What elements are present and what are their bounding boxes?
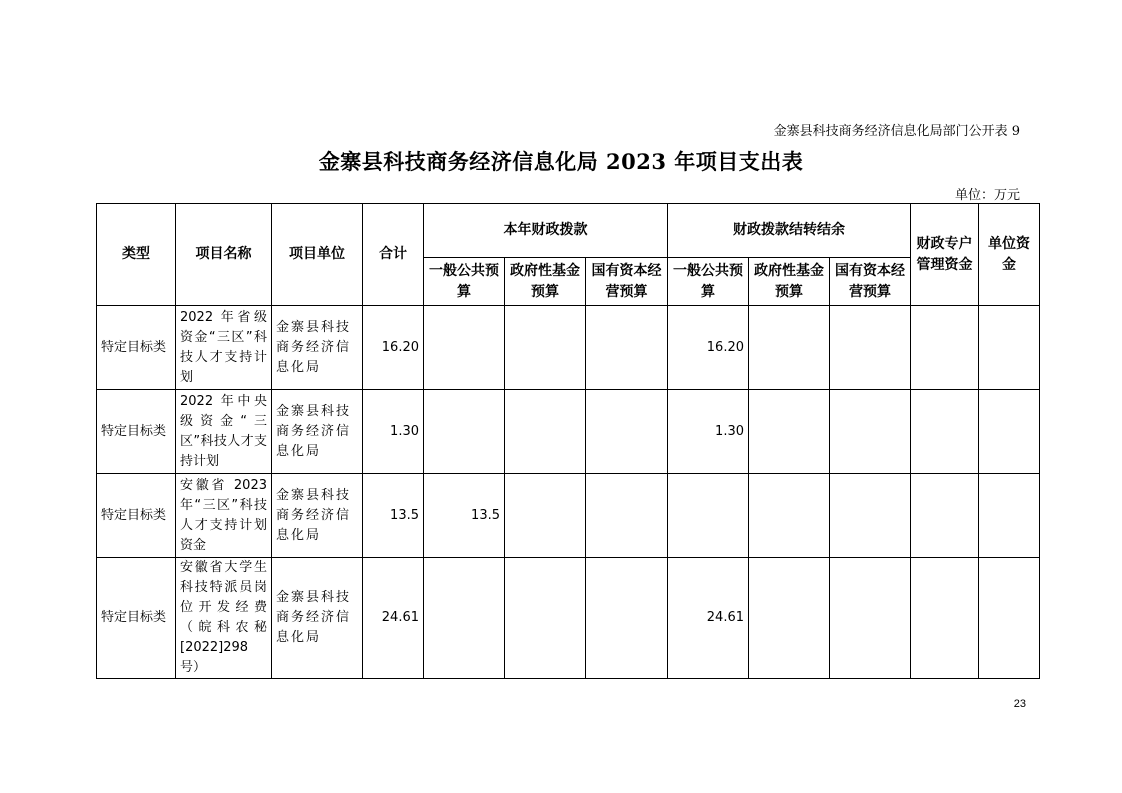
document-tag: 金寨县科技商务经济信息化局部门公开表 9: [773, 124, 1020, 139]
col-header-carryover-state: 国有资本经营预算: [830, 258, 911, 306]
cell-unit-funds: [979, 306, 1040, 390]
cell-type: 特定目标类: [97, 390, 176, 474]
col-group-carryover: 财政拨款结转结余: [668, 204, 911, 258]
cell-current-fund: [505, 390, 586, 474]
cell-carryover-fund: [749, 558, 830, 679]
cell-carryover-general: 1.30: [668, 390, 749, 474]
cell-special-account: [911, 306, 979, 390]
cell-current-fund: [505, 306, 586, 390]
table-header-row: [97, 204, 1040, 258]
cell-current-general: [424, 558, 505, 679]
cell-unit-funds: [979, 390, 1040, 474]
col-header-carryover-general: 一般公共预算: [668, 258, 749, 306]
cell-carryover-general: [668, 474, 749, 558]
col-header-special-account: 财政专户管理资金: [911, 204, 979, 306]
cell-special-account: [911, 390, 979, 474]
cell-unit-funds: [979, 558, 1040, 679]
cell-current-state: [586, 558, 668, 679]
project-expenditure-table: [96, 203, 1040, 679]
unit-label: 单位：万元: [954, 188, 1020, 203]
cell-current-fund: [505, 474, 586, 558]
table-row: [97, 474, 1040, 558]
cell-project-name: 2022 年省级资金“三区”科技人才支持计划: [176, 306, 272, 390]
cell-type: 特定目标类: [97, 474, 176, 558]
cell-type: 特定目标类: [97, 558, 176, 679]
cell-current-general: [424, 390, 505, 474]
cell-current-state: [586, 390, 668, 474]
cell-project-name: 安徽省 2023 年“三区”科技人才支持计划资金: [176, 474, 272, 558]
cell-project-name: 2022 年中央级资金“三区”科技人才支持计划: [176, 390, 272, 474]
cell-carryover-state: [830, 390, 911, 474]
cell-total: 16.20: [363, 306, 424, 390]
page-title: 金寨县科技商务经济信息化局 2023 年项目支出表: [318, 149, 804, 174]
cell-current-fund: [505, 558, 586, 679]
cell-special-account: [911, 558, 979, 679]
col-header-unit-funds: 单位资金: [979, 204, 1040, 306]
cell-current-state: [586, 474, 668, 558]
cell-special-account: [911, 474, 979, 558]
table-row: [97, 306, 1040, 390]
col-header-type: 类型: [97, 204, 176, 306]
cell-project-name: 安徽省大学生科技特派员岗位开发经费（皖科农秘[2022]298 号）: [176, 558, 272, 679]
cell-org: 金寨县科技商务经济信息化局: [272, 306, 363, 390]
col-header-current-state: 国有资本经营预算: [586, 258, 668, 306]
col-header-name: 项目名称: [176, 204, 272, 306]
cell-total: 1.30: [363, 390, 424, 474]
col-group-current-allocation: 本年财政拨款: [424, 204, 668, 258]
col-header-current-fund: 政府性基金预算: [505, 258, 586, 306]
cell-org: 金寨县科技商务经济信息化局: [272, 474, 363, 558]
cell-org: 金寨县科技商务经济信息化局: [272, 390, 363, 474]
cell-current-general: [424, 306, 505, 390]
cell-current-general: 13.5: [424, 474, 505, 558]
cell-carryover-general: 24.61: [668, 558, 749, 679]
cell-carryover-fund: [749, 306, 830, 390]
cell-carryover-state: [830, 558, 911, 679]
cell-carryover-state: [830, 474, 911, 558]
cell-unit-funds: [979, 474, 1040, 558]
table-row: [97, 390, 1040, 474]
col-header-org: 项目单位: [272, 204, 363, 306]
cell-org: 金寨县科技商务经济信息化局: [272, 558, 363, 679]
cell-total: 24.61: [363, 558, 424, 679]
page-number: 23: [1013, 698, 1026, 710]
cell-type: 特定目标类: [97, 306, 176, 390]
cell-current-state: [586, 306, 668, 390]
col-header-total: 合计: [363, 204, 424, 306]
col-header-carryover-fund: 政府性基金预算: [749, 258, 830, 306]
cell-total: 13.5: [363, 474, 424, 558]
cell-carryover-fund: [749, 390, 830, 474]
table-row: [97, 558, 1040, 679]
col-header-current-general: 一般公共预算: [424, 258, 505, 306]
cell-carryover-fund: [749, 474, 830, 558]
cell-carryover-state: [830, 306, 911, 390]
cell-carryover-general: 16.20: [668, 306, 749, 390]
